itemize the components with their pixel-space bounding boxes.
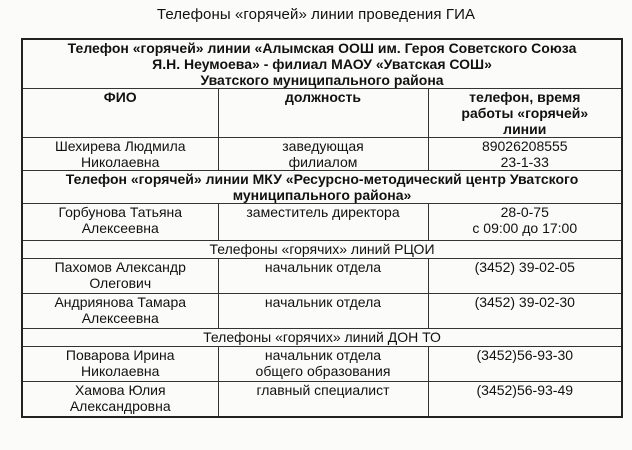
- table-row: [22, 259, 622, 294]
- column-header-row: [22, 89, 622, 138]
- contact-phone: (3452)56-93-49: [428, 382, 622, 418]
- table-row: [22, 138, 622, 171]
- contact-position: главный специалист: [218, 382, 428, 418]
- section-line: Уватского муниципального района: [200, 72, 444, 88]
- column-header-fio: ФИО: [22, 89, 218, 138]
- table-row: [22, 204, 622, 241]
- contact-position: начальник отдела: [218, 259, 428, 294]
- document-title: Телефоны «горячей» линии проведения ГИА: [156, 6, 476, 23]
- column-header-position: должность: [218, 89, 428, 138]
- section-header-row: [22, 241, 622, 259]
- table-row: [22, 382, 622, 418]
- section-header-rcoi: Телефоны «горячих» линий РЦОИ: [22, 241, 622, 259]
- contact-name: Поварова Ирина Николаевна: [22, 347, 218, 382]
- contact-phone: 28-0-75 с 09:00 до 17:00: [428, 204, 622, 241]
- contact-phone: (3452)56-93-30: [428, 347, 622, 382]
- column-header-phone: телефон, время работы «горячей» линии: [428, 89, 622, 138]
- section-header-row: [22, 39, 622, 89]
- contact-name: Шехирева Людмила Николаевна: [22, 138, 218, 171]
- contact-position: начальник отдела: [218, 294, 428, 329]
- contact-name: Пахомов Александр Олегович: [22, 259, 218, 294]
- contact-phone: (3452) 39-02-05: [428, 259, 622, 294]
- section-line: Телефон «горячей» линии «Алымская ООШ им. Героя Советского Союза: [67, 40, 577, 56]
- table-row: [22, 347, 622, 382]
- section-header-don-to: Телефоны «горячих» линий ДОН ТО: [22, 329, 622, 347]
- contact-phone: (3452) 39-02-30: [428, 294, 622, 329]
- contact-phone: 89026208555 23-1-33: [428, 138, 622, 171]
- section-line: Я.Н. Неумоева» - филиал МАОУ «Уватская СОШ»: [152, 56, 492, 72]
- table-row: [22, 294, 622, 329]
- contact-position: заместитель директора: [218, 204, 428, 241]
- contact-position: заведующая филиалом: [218, 138, 428, 171]
- section-header-alymskaya: [22, 39, 622, 89]
- contact-name: Хамова Юлия Александровна: [22, 382, 218, 418]
- contact-name: Горбунова Татьяна Алексеевна: [22, 204, 218, 241]
- section-header-rmc: Телефон «горячей» линии МКУ «Ресурсно-методический центр Уватского муниципального района»: [22, 171, 622, 204]
- section-header-row: [22, 329, 622, 347]
- contact-position: начальник отдела общего образования: [218, 347, 428, 382]
- hotline-table: [21, 38, 623, 418]
- contact-name: Андриянова Тамара Алексеевна: [22, 294, 218, 329]
- section-header-row: [22, 171, 622, 204]
